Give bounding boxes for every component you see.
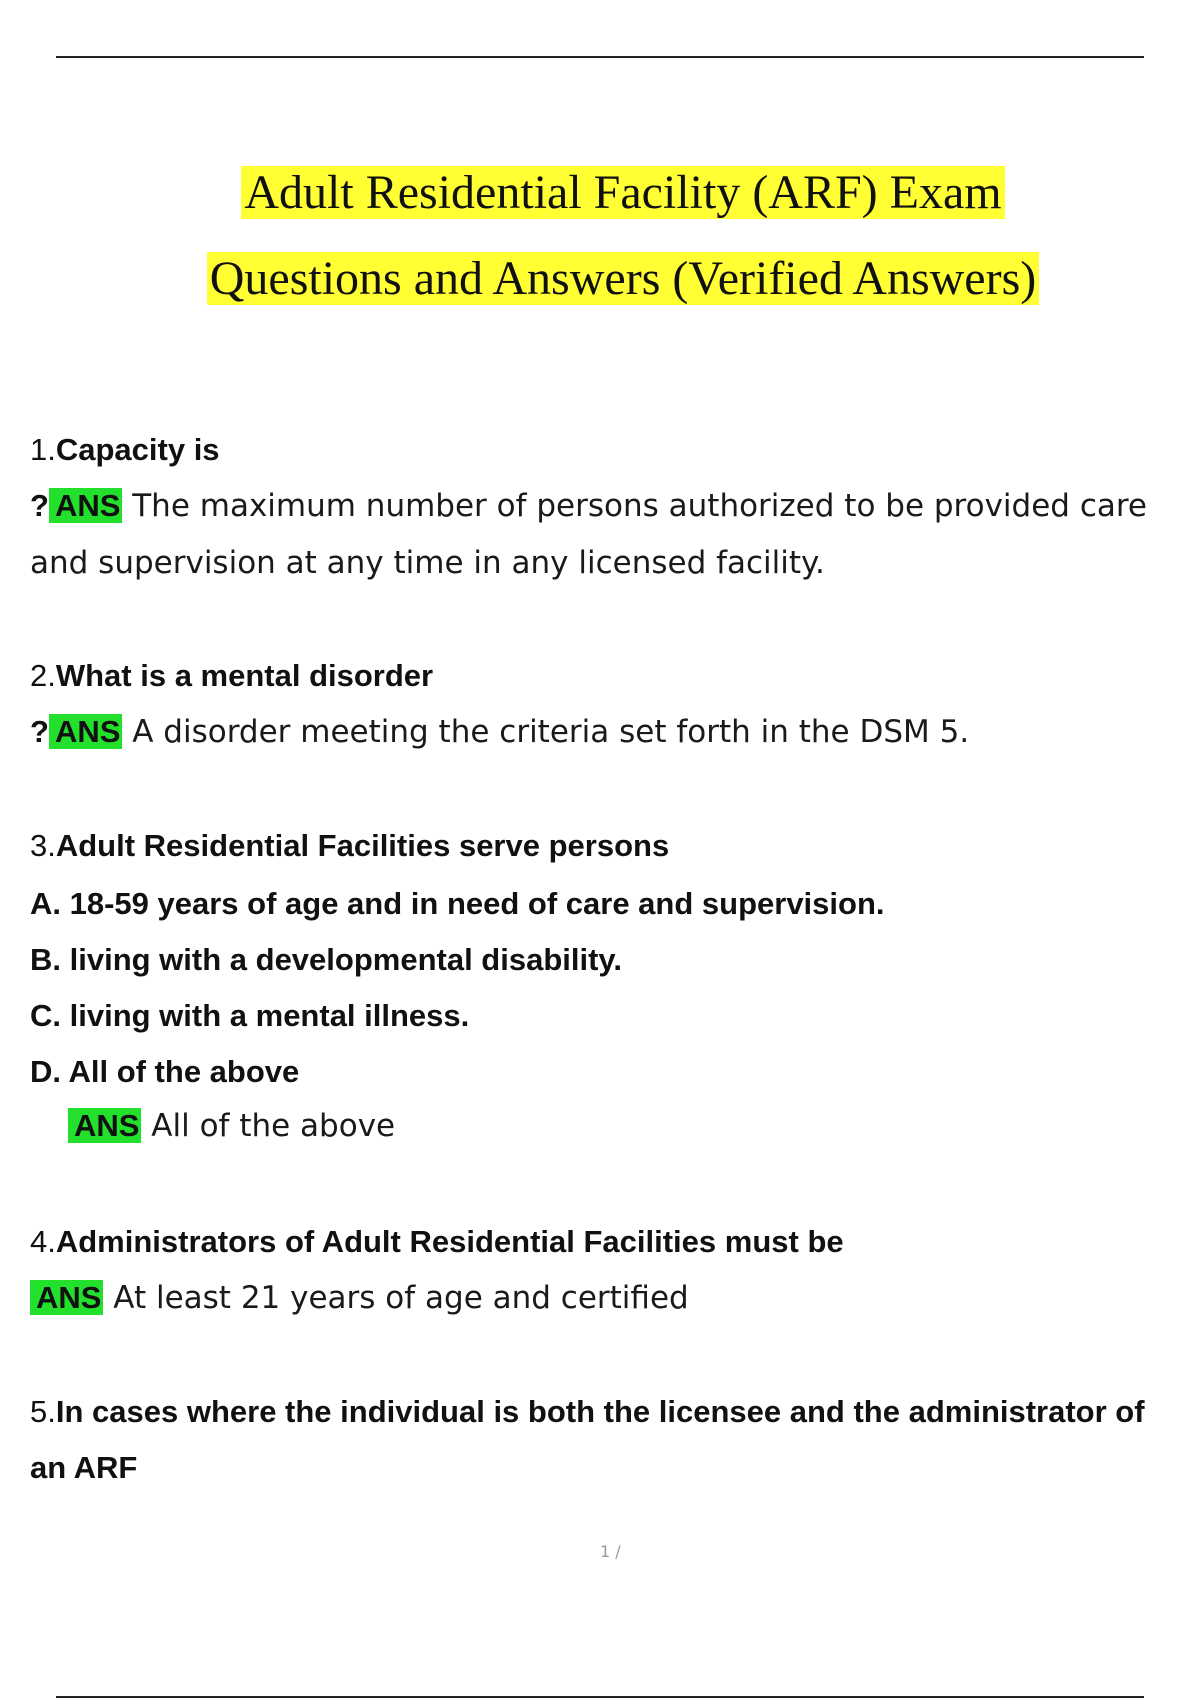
option-a: A. 18-59 years of age and in need of care and supervision. <box>30 886 885 921</box>
question-text: What is a mental disorder <box>55 658 434 693</box>
top-rule <box>56 56 1144 58</box>
page-number: 1 / <box>600 1542 621 1561</box>
title-line-1: Adult Residential Facility (ARF) Exam <box>0 150 1200 236</box>
question-text: Capacity is <box>55 432 220 467</box>
answer-text: and supervision at any time in any licensed facility. <box>30 545 825 581</box>
question-5-line-2: an ARF <box>30 1450 138 1485</box>
answer-1 <box>30 488 1147 524</box>
question-4 <box>30 1224 844 1260</box>
answer-1-line-2 <box>30 545 825 581</box>
option-b: B. living with a developmental disability. <box>30 942 622 977</box>
question-3 <box>30 828 669 864</box>
bottom-rule <box>56 1696 1144 1698</box>
question-1 <box>30 432 220 468</box>
question-number: 4. <box>30 1224 56 1259</box>
answer-text: The maximum number of persons authorized to be provided care <box>122 488 1147 524</box>
question-text: Adult Residential Facilities serve persons <box>55 828 670 863</box>
answer-text: All of the above <box>141 1108 396 1144</box>
question-number: 3. <box>30 828 56 863</box>
answer-text: At least 21 years of age and certified <box>103 1280 689 1316</box>
ans-badge: ANS <box>49 488 122 523</box>
option-d: D. All of the above <box>30 1054 300 1089</box>
ans-badge: ANS <box>68 1108 141 1143</box>
question-number: 5. <box>30 1394 56 1429</box>
ans-badge: ANS <box>30 1280 103 1315</box>
answer-3 <box>68 1108 395 1144</box>
answer-prefix: ? <box>30 488 49 523</box>
title-line-2: Questions and Answers (Verified Answers) <box>0 236 1200 322</box>
question-text: In cases where the individual is both the licensee and the administrator of <box>55 1394 1145 1429</box>
question-number: 2. <box>30 658 56 693</box>
answer-text: A disorder meeting the criteria set forth in the DSM 5. <box>122 714 970 750</box>
question-number: 1. <box>30 432 56 467</box>
document-title <box>0 150 1200 322</box>
answer-4 <box>30 1280 689 1316</box>
answer-prefix: ? <box>30 714 49 749</box>
option-c: C. living with a mental illness. <box>30 998 470 1033</box>
question-text: Administrators of Adult Residential Facilities must be <box>55 1224 844 1259</box>
ans-badge: ANS <box>49 714 122 749</box>
question-2 <box>30 658 433 694</box>
answer-2 <box>30 714 969 750</box>
question-5 <box>30 1394 1145 1430</box>
